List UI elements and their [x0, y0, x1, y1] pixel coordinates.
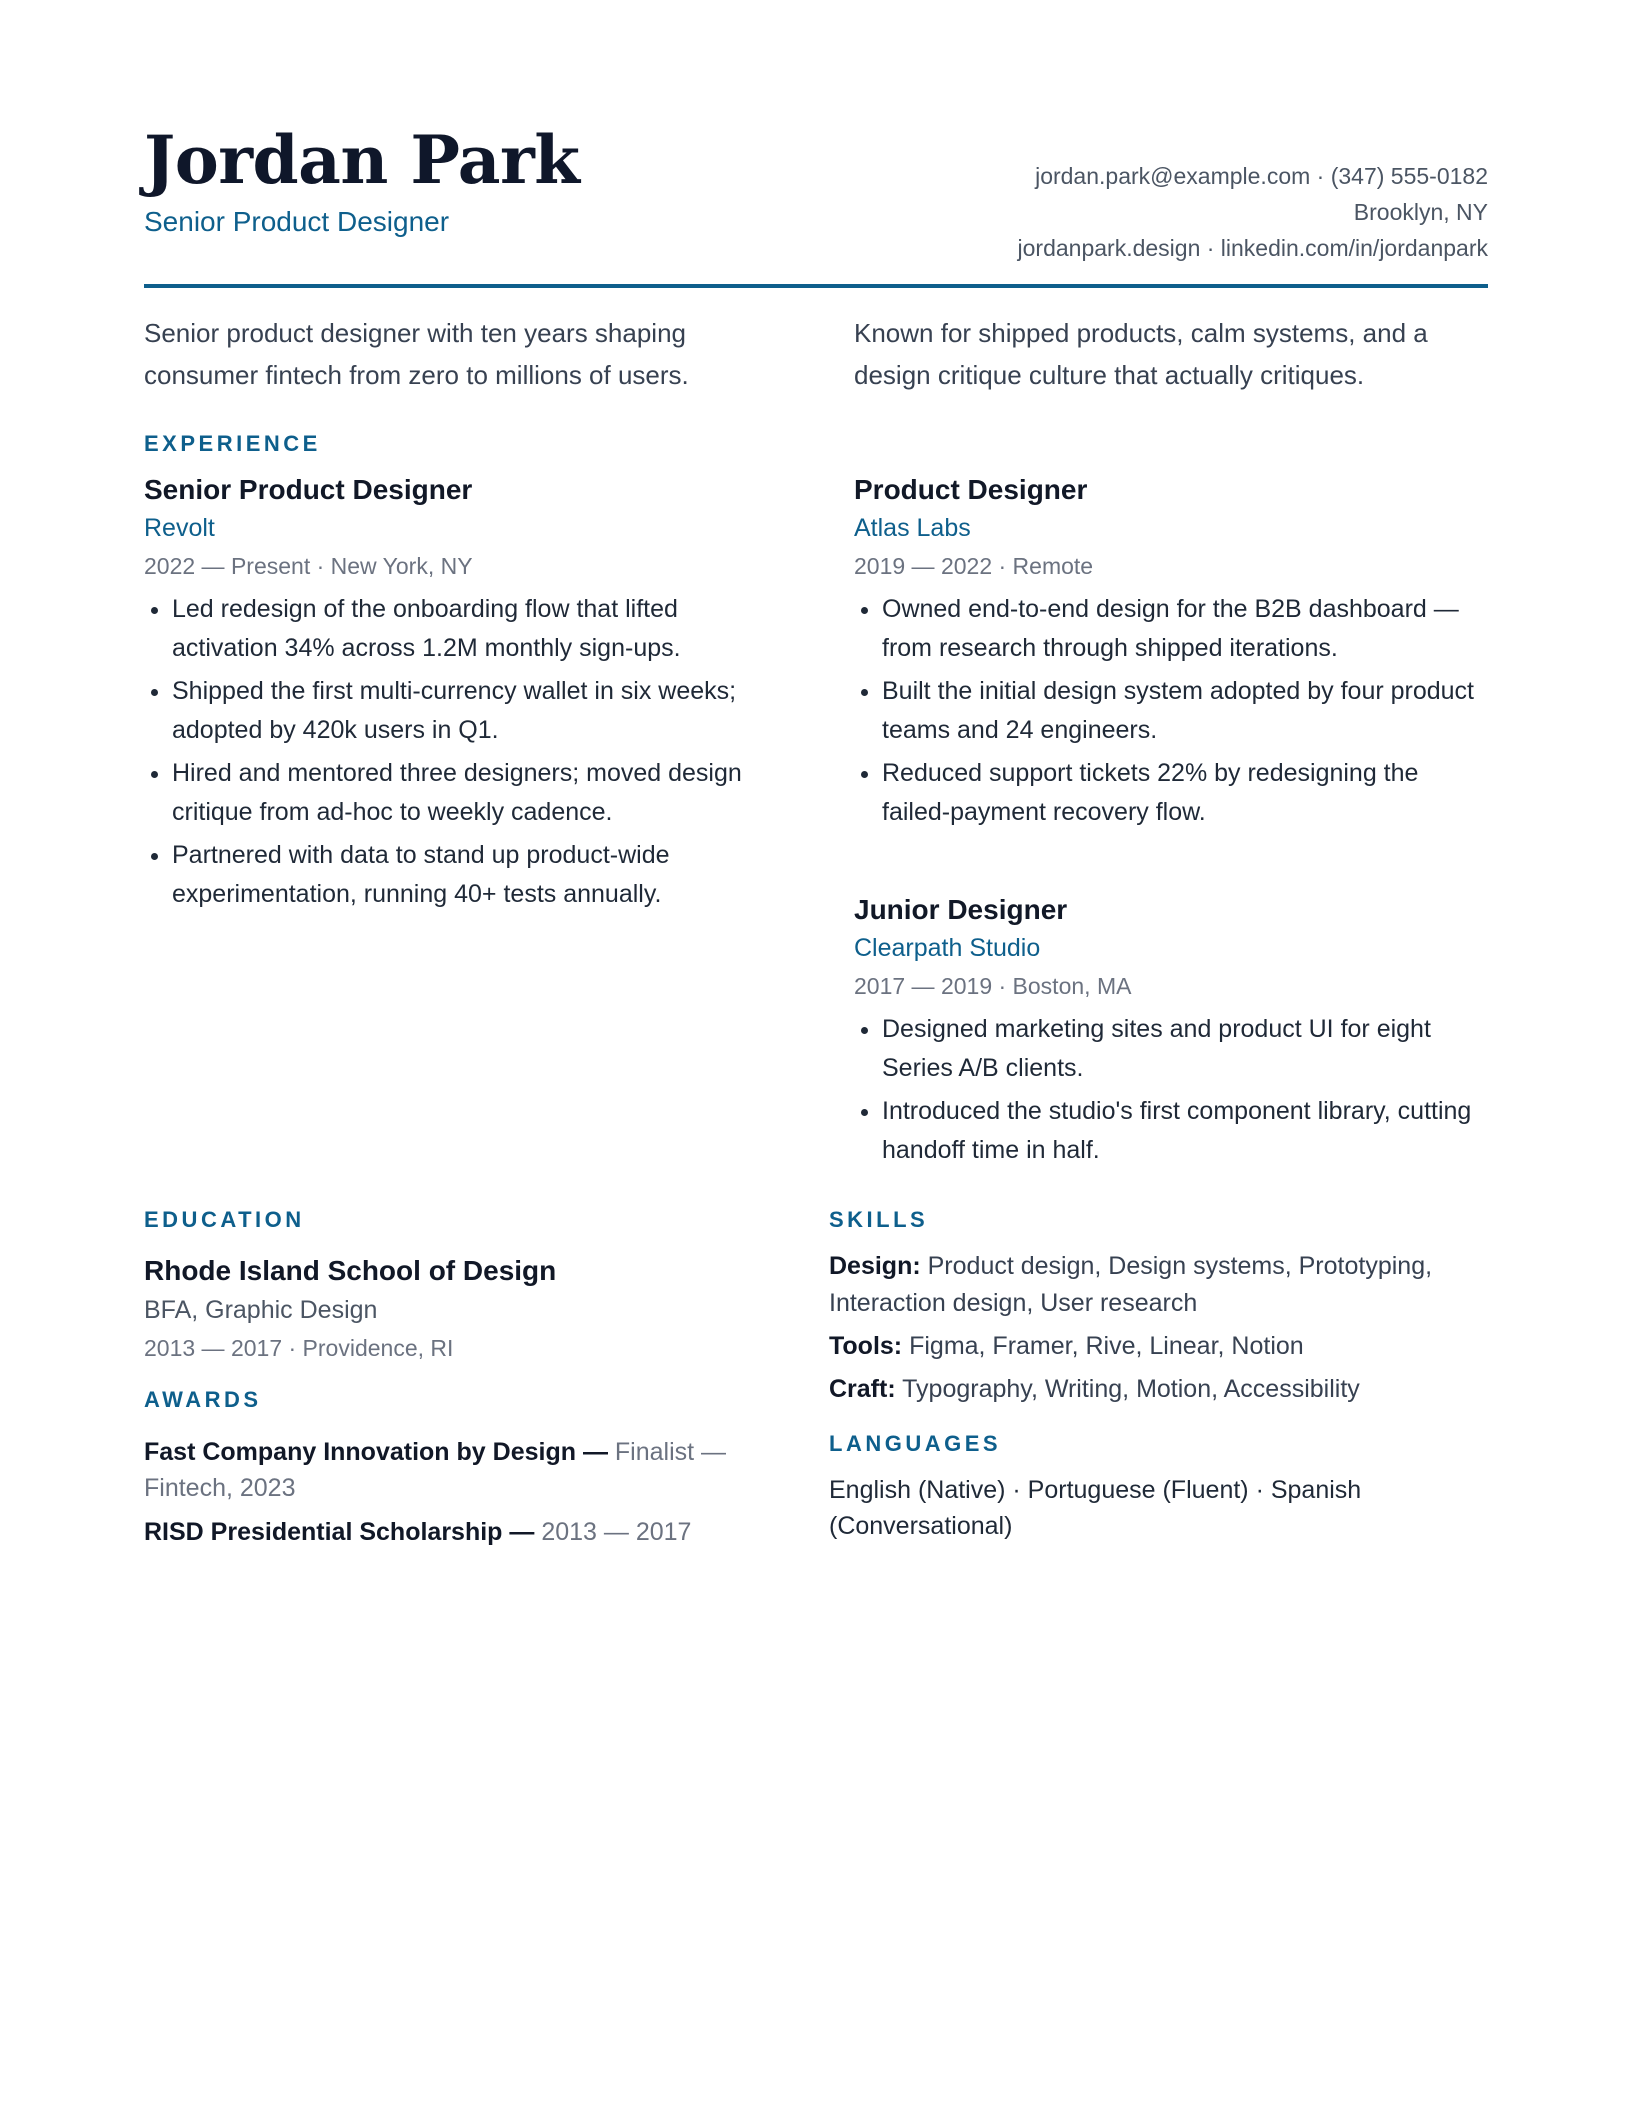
award-item: [144, 1514, 764, 1550]
education-meta: 2013 — 2017 · Providence, RI: [144, 1335, 454, 1361]
contact-email-phone: jordan.park@example.com · (347) 555-0182: [1035, 163, 1488, 189]
experience-title: EXPERIENCE: [144, 431, 321, 456]
summary-left: Senior product designer with ten years shaping consumer fintech from zero to millions of users.: [144, 318, 689, 390]
job-role: Junior Designer: [854, 894, 1068, 925]
skill-label: Tools:: [829, 1332, 903, 1360]
award-detail: 2013 — 2017: [541, 1518, 692, 1546]
award-separator: —: [576, 1438, 615, 1466]
job-bullet: • Owned end-to-end design for the B2B dashboard — from research through shipped iterations.: [882, 590, 1474, 668]
job-entry: [854, 892, 1474, 1174]
languages-section: [829, 1430, 1409, 1544]
job-role: Senior Product Designer: [144, 474, 473, 505]
skill-label: Design:: [829, 1252, 921, 1280]
job-entry: [144, 472, 764, 918]
job-meta: 2019 — 2022 · Remote: [854, 553, 1094, 579]
education-section: [144, 1206, 784, 1366]
awards-title: AWARDS: [144, 1387, 262, 1412]
job-meta: 2022 — Present · New York, NY: [144, 553, 473, 579]
job-bullets: [854, 590, 1474, 832]
job-bullets: [144, 590, 764, 914]
job-bullet: • Shipped the first multi-currency wallet in six weeks; adopted by 420k users in Q1.: [172, 672, 764, 750]
skill-values: Product design, Design systems, Prototyping, Interaction design, User research: [829, 1252, 1433, 1317]
job-bullet: • Designed marketing sites and product UI for eight Series A/B clients.: [882, 1010, 1474, 1088]
contact-links: jordanpark.design · linkedin.com/in/jordanpark: [1017, 235, 1488, 261]
job-bullet: • Reduced support tickets 22% by redesigning the failed-payment recovery flow.: [882, 754, 1474, 832]
skill-group: [829, 1328, 1488, 1365]
skill-label: Craft:: [829, 1375, 896, 1403]
contact-info: [1018, 158, 1488, 266]
job-bullet: • Built the initial design system adopted by four product teams and 24 engineers.: [882, 672, 1474, 750]
award-name: RISD Presidential Scholarship: [144, 1518, 503, 1546]
job-company: Atlas Labs: [854, 514, 971, 542]
award-item: [144, 1434, 764, 1506]
job-company: Revolt: [144, 514, 215, 542]
award-separator: —: [502, 1518, 542, 1546]
skill-values: Typography, Writing, Motion, Accessibility: [895, 1375, 1360, 1403]
candidate-name: Jordan Park: [144, 121, 580, 199]
experience-section: [144, 430, 1488, 1164]
job-entry: [854, 472, 1474, 836]
award-detail: Finalist — Fintech, 2023: [144, 1438, 727, 1502]
skills-title: SKILLS: [829, 1207, 929, 1232]
job-bullet: • Led redesign of the onboarding flow that lifted activation 34% across 1.2M monthly sign-ups.: [172, 590, 764, 668]
header-divider: [144, 284, 1488, 288]
awards-section: [144, 1386, 764, 1550]
skills-section: [829, 1206, 1488, 1408]
job-company: Clearpath Studio: [854, 934, 1041, 962]
job-role: Product Designer: [854, 474, 1088, 505]
job-meta: 2017 — 2019 · Boston, MA: [854, 973, 1132, 999]
skill-group: [829, 1248, 1488, 1322]
languages-title: LANGUAGES: [829, 1431, 1002, 1456]
summary-right: Known for shipped products, calm systems, and a design critique culture that actually critiques.: [854, 318, 1428, 390]
job-bullet: • Partnered with data to stand up product-wide experimentation, running 40+ tests annually.: [172, 836, 764, 914]
job-bullet: • Introduced the studio's first component library, cutting handoff time in half.: [882, 1092, 1474, 1170]
candidate-headline: Senior Product Designer: [144, 206, 450, 237]
resume-header: [144, 118, 1488, 288]
job-bullets: [854, 1010, 1474, 1170]
contact-location: Brooklyn, NY: [1353, 199, 1488, 225]
education-school: Rhode Island School of Design: [144, 1255, 557, 1286]
education-title: EDUCATION: [144, 1207, 305, 1232]
languages-list: English (Native) · Portuguese (Fluent) · Spanish (Conversational): [829, 1476, 1362, 1540]
skill-values: Figma, Framer, Rive, Linear, Notion: [902, 1332, 1304, 1360]
education-degree: BFA, Graphic Design: [144, 1296, 378, 1324]
award-name: Fast Company Innovation by Design: [144, 1438, 576, 1466]
skill-group: [829, 1371, 1488, 1408]
job-bullet: • Hired and mentored three designers; moved design critique from ad-hoc to weekly cadence.: [172, 754, 764, 832]
